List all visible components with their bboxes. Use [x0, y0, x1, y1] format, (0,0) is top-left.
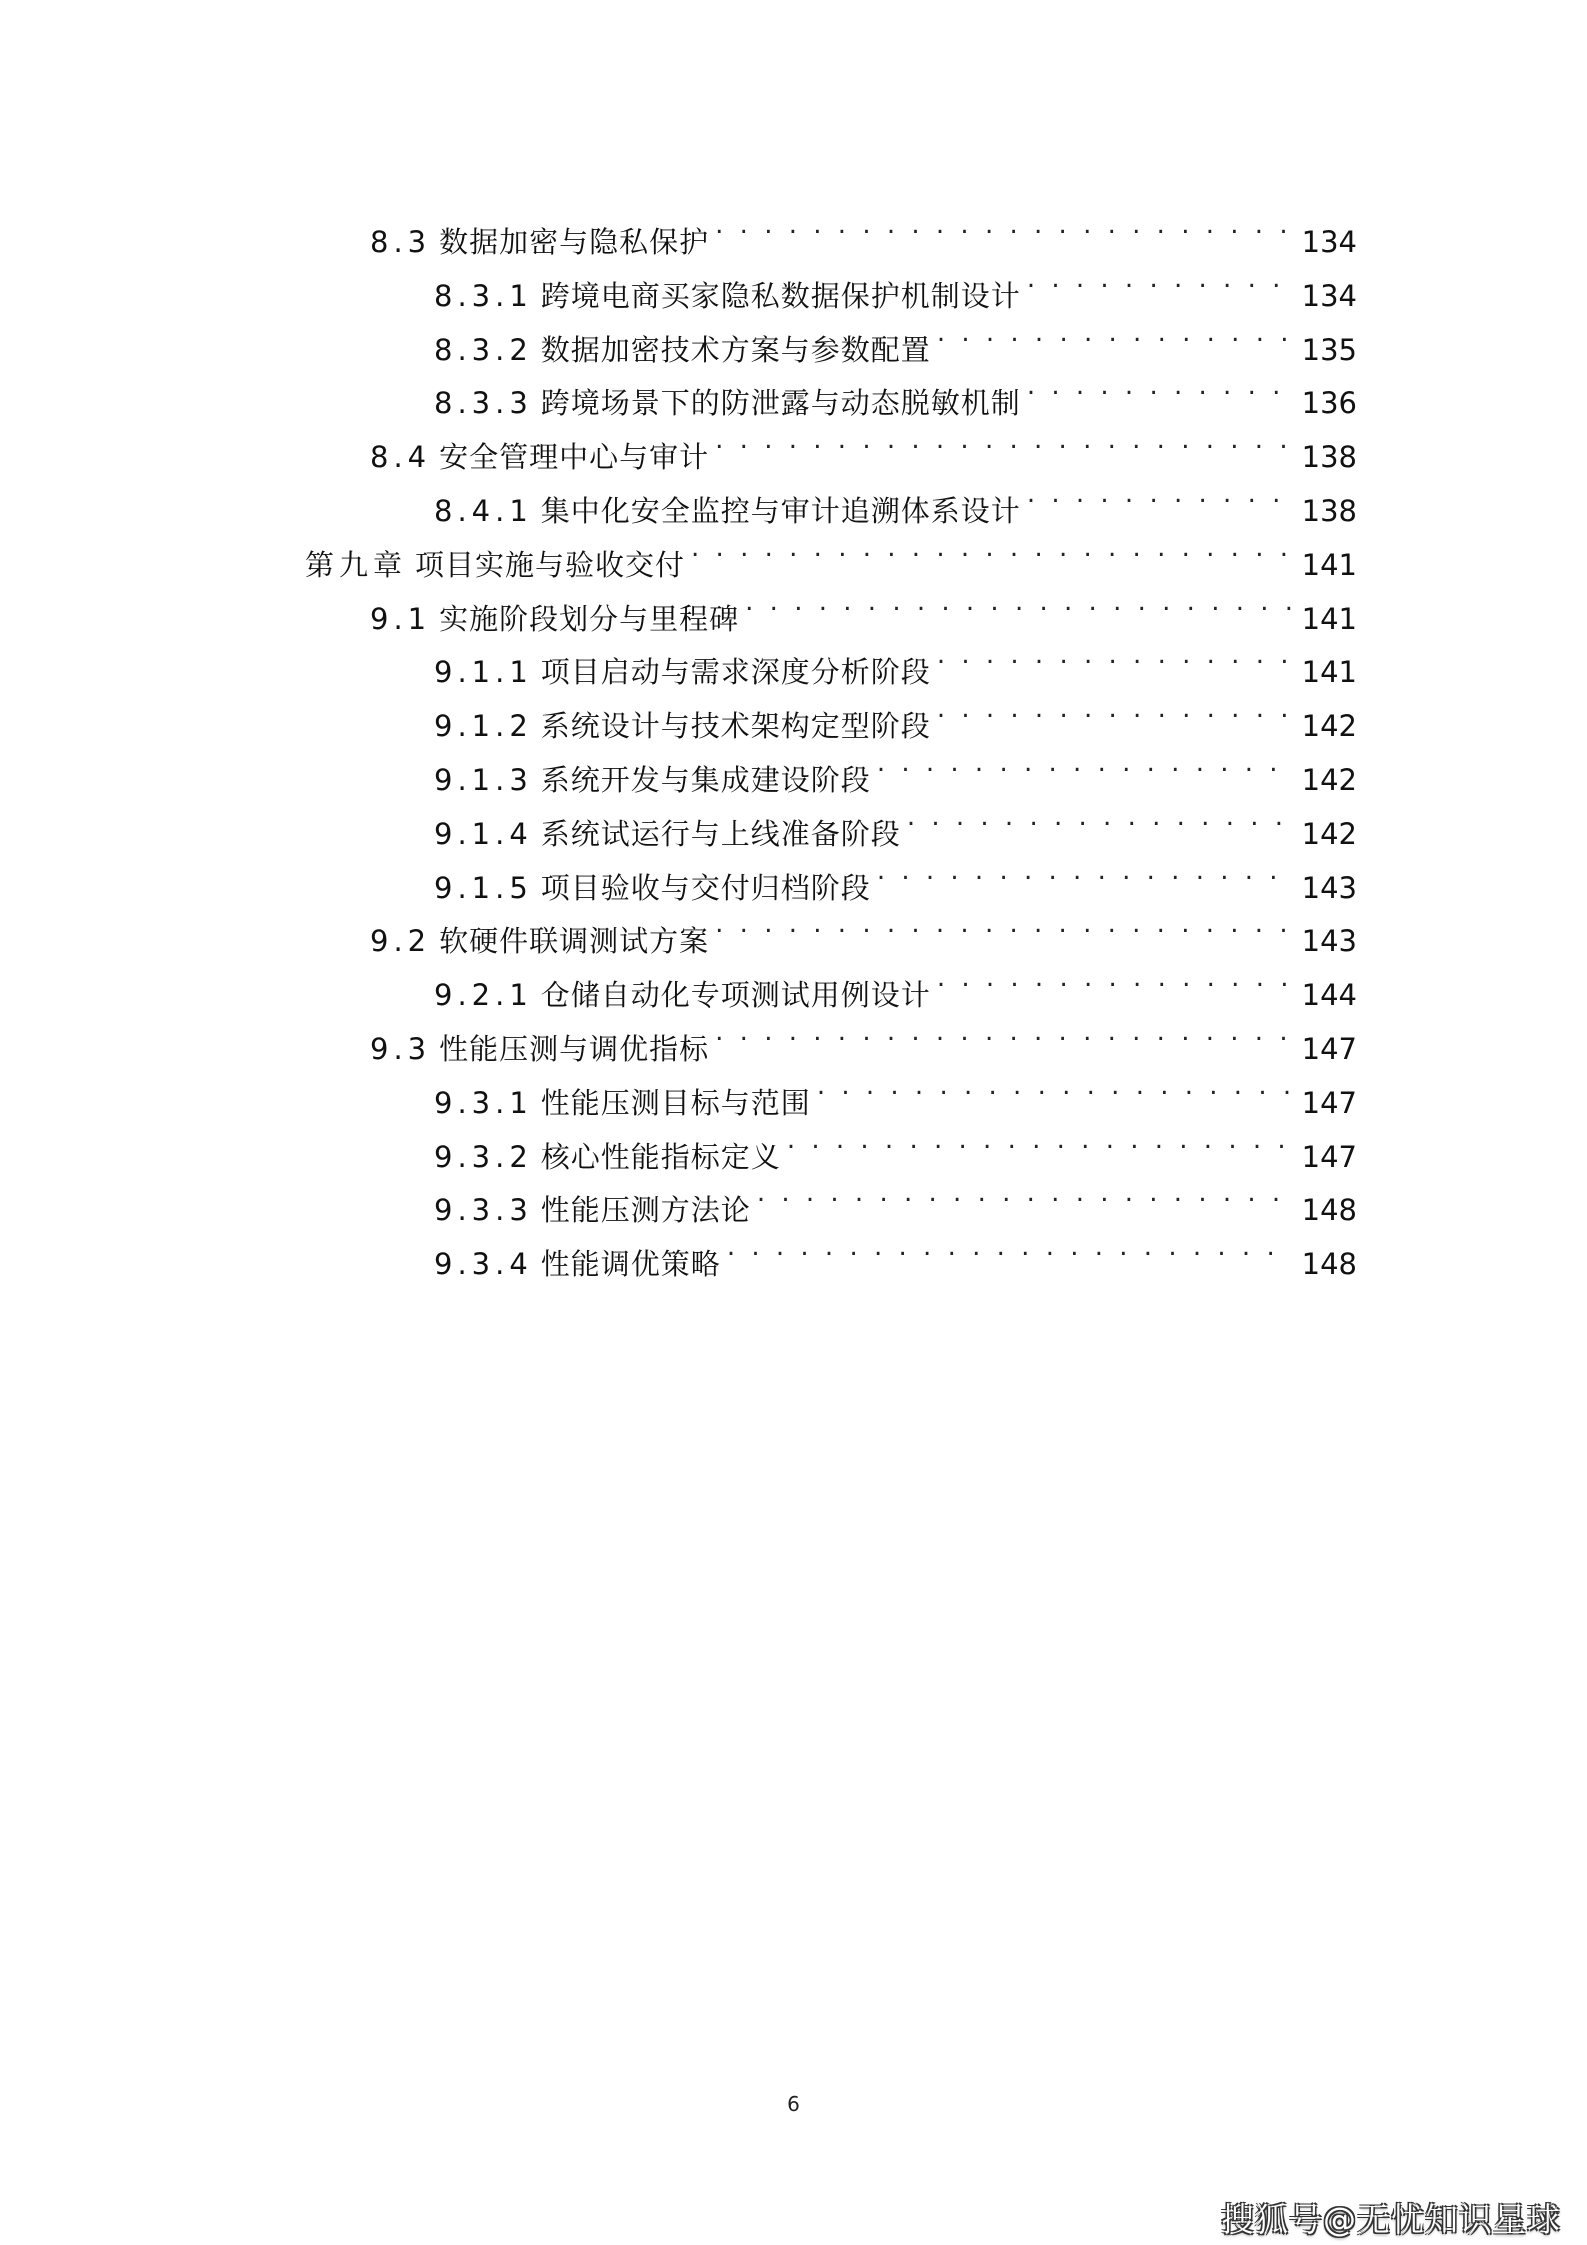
toc-dot-leader	[715, 1005, 1292, 1059]
toc-entry-page: 142	[1301, 763, 1357, 797]
toc-entry[interactable]	[434, 1113, 1357, 1174]
toc-entry-title: 系统设计与技术架构定型阶段	[540, 709, 931, 743]
toc-entry-number: 9.3.4	[434, 1247, 533, 1281]
toc-entry-number: 9.1.4	[434, 817, 533, 851]
toc-dot-leader	[1027, 467, 1292, 521]
toc-entry-title: 性能压测目标与范围	[540, 1086, 811, 1120]
toc-dot-leader	[877, 736, 1292, 790]
toc-entry-number: 9.2.1	[434, 978, 533, 1012]
watermark: 搜狐号@无忧知识星球	[1221, 2200, 1561, 2239]
toc-entry-title: 实施阶段划分与里程碑	[439, 602, 740, 636]
toc-entry-title: 性能压测方法论	[540, 1193, 751, 1227]
toc-entry-title: 项目验收与交付归档阶段	[540, 871, 871, 905]
toc-entry-page: 147	[1301, 1086, 1357, 1120]
toc-entry-number: 8.3.2	[434, 333, 533, 367]
toc-dot-leader	[691, 521, 1292, 575]
toc-entry-title: 项目实施与验收交付	[415, 548, 686, 582]
toc-entry[interactable]	[370, 575, 1357, 636]
toc-dot-leader	[937, 682, 1292, 736]
toc-entry-page: 141	[1301, 602, 1357, 636]
toc-entry[interactable]	[305, 521, 1357, 582]
toc-entry-page: 148	[1301, 1193, 1357, 1227]
toc-entry-page: 143	[1301, 871, 1357, 905]
toc-entry-number: 9.2	[370, 924, 432, 958]
toc-entry-number: 9.1.1	[434, 655, 533, 689]
toc-entry-title: 性能压测与调优指标	[439, 1032, 710, 1066]
toc-entry-number: 8.3	[370, 225, 432, 259]
toc-entry[interactable]	[434, 359, 1357, 420]
toc-entry[interactable]	[370, 413, 1357, 474]
toc-dot-leader	[817, 1059, 1292, 1113]
toc-entry-title: 跨境场景下的防泄露与动态脱敏机制	[540, 386, 1021, 420]
toc-entry[interactable]	[434, 790, 1357, 851]
toc-entry-page: 142	[1301, 709, 1357, 743]
toc-entry-page: 142	[1301, 817, 1357, 851]
toc-entry-number: 9.1.2	[434, 709, 533, 743]
toc-entry-page: 144	[1301, 978, 1357, 1012]
toc-entry-title: 项目启动与需求深度分析阶段	[540, 655, 931, 689]
toc-entry-number: 9.3	[370, 1032, 432, 1066]
toc-dot-leader	[787, 1113, 1292, 1167]
toc-entry[interactable]	[434, 1166, 1357, 1227]
toc-dot-leader	[745, 575, 1292, 629]
toc-dot-leader	[715, 897, 1292, 951]
toc-entry-number: 8.3.3	[434, 386, 533, 420]
toc-entry[interactable]	[434, 1220, 1357, 1281]
toc-entry-number: 8.3.1	[434, 279, 533, 313]
toc-entry-title: 仓储自动化专项测试用例设计	[540, 978, 931, 1012]
toc-entry-title: 性能调优策略	[540, 1247, 721, 1281]
toc-entry-number: 第九章	[305, 548, 408, 582]
toc-entry-page: 136	[1301, 386, 1357, 420]
toc-entry[interactable]	[434, 682, 1357, 743]
toc-entry-page: 141	[1301, 655, 1357, 689]
toc-entry-title: 跨境电商买家隐私数据保护机制设计	[540, 279, 1021, 313]
toc-entry-page: 141	[1301, 548, 1357, 582]
toc-entry-title: 安全管理中心与审计	[439, 440, 710, 474]
toc-dot-leader	[727, 1220, 1292, 1274]
toc-entry-number: 9.3.2	[434, 1140, 533, 1174]
toc-entry-title: 核心性能指标定义	[540, 1140, 781, 1174]
toc-dot-leader	[937, 951, 1292, 1005]
toc-entry-page: 147	[1301, 1032, 1357, 1066]
toc-entry[interactable]	[370, 198, 1357, 259]
toc-entry[interactable]	[434, 467, 1357, 528]
toc-entry-title: 软硬件联调测试方案	[439, 924, 710, 958]
toc-entry-page: 138	[1301, 440, 1357, 474]
toc-entry-title: 系统开发与集成建设阶段	[540, 763, 871, 797]
toc-entry[interactable]	[434, 844, 1357, 905]
toc-dot-leader	[907, 790, 1292, 844]
toc-entry-title: 数据加密技术方案与参数配置	[540, 333, 931, 367]
toc-dot-leader	[715, 413, 1292, 467]
toc-entry-number: 9.3.3	[434, 1193, 533, 1227]
toc-dot-leader	[715, 198, 1292, 252]
toc-entry-page: 143	[1301, 924, 1357, 958]
toc-entry-number: 8.4	[370, 440, 432, 474]
toc-dot-leader	[757, 1166, 1292, 1220]
toc-dot-leader	[1027, 252, 1292, 306]
toc-dot-leader	[937, 628, 1292, 682]
toc-entry-page: 147	[1301, 1140, 1357, 1174]
toc-entry-page: 138	[1301, 494, 1357, 528]
toc-entry-number: 9.1.3	[434, 763, 533, 797]
toc-entry-number: 9.1.5	[434, 871, 533, 905]
toc-entry[interactable]	[434, 951, 1357, 1012]
toc-entry-number: 8.4.1	[434, 494, 533, 528]
toc-entry-title: 集中化安全监控与审计追溯体系设计	[540, 494, 1021, 528]
toc-entry[interactable]	[434, 736, 1357, 797]
toc-entry-page: 134	[1301, 225, 1357, 259]
toc-entry[interactable]	[434, 628, 1357, 689]
toc-entry-number: 9.3.1	[434, 1086, 533, 1120]
toc-entry-page: 148	[1301, 1247, 1357, 1281]
toc-entry[interactable]	[434, 252, 1357, 313]
toc-entry-page: 134	[1301, 279, 1357, 313]
toc-dot-leader	[937, 306, 1292, 360]
toc-entry-title: 系统试运行与上线准备阶段	[540, 817, 901, 851]
toc-entry-number: 9.1	[370, 602, 432, 636]
toc-entry[interactable]	[370, 897, 1357, 958]
toc-entry-title: 数据加密与隐私保护	[439, 225, 710, 259]
toc-dot-leader	[1027, 359, 1292, 413]
toc-entry[interactable]	[434, 1059, 1357, 1120]
toc-entry[interactable]	[434, 306, 1357, 367]
toc-dot-leader	[877, 844, 1292, 898]
toc-entry[interactable]	[370, 1005, 1357, 1066]
page-number: 6	[787, 2092, 800, 2116]
toc-entry-page: 135	[1301, 333, 1357, 367]
